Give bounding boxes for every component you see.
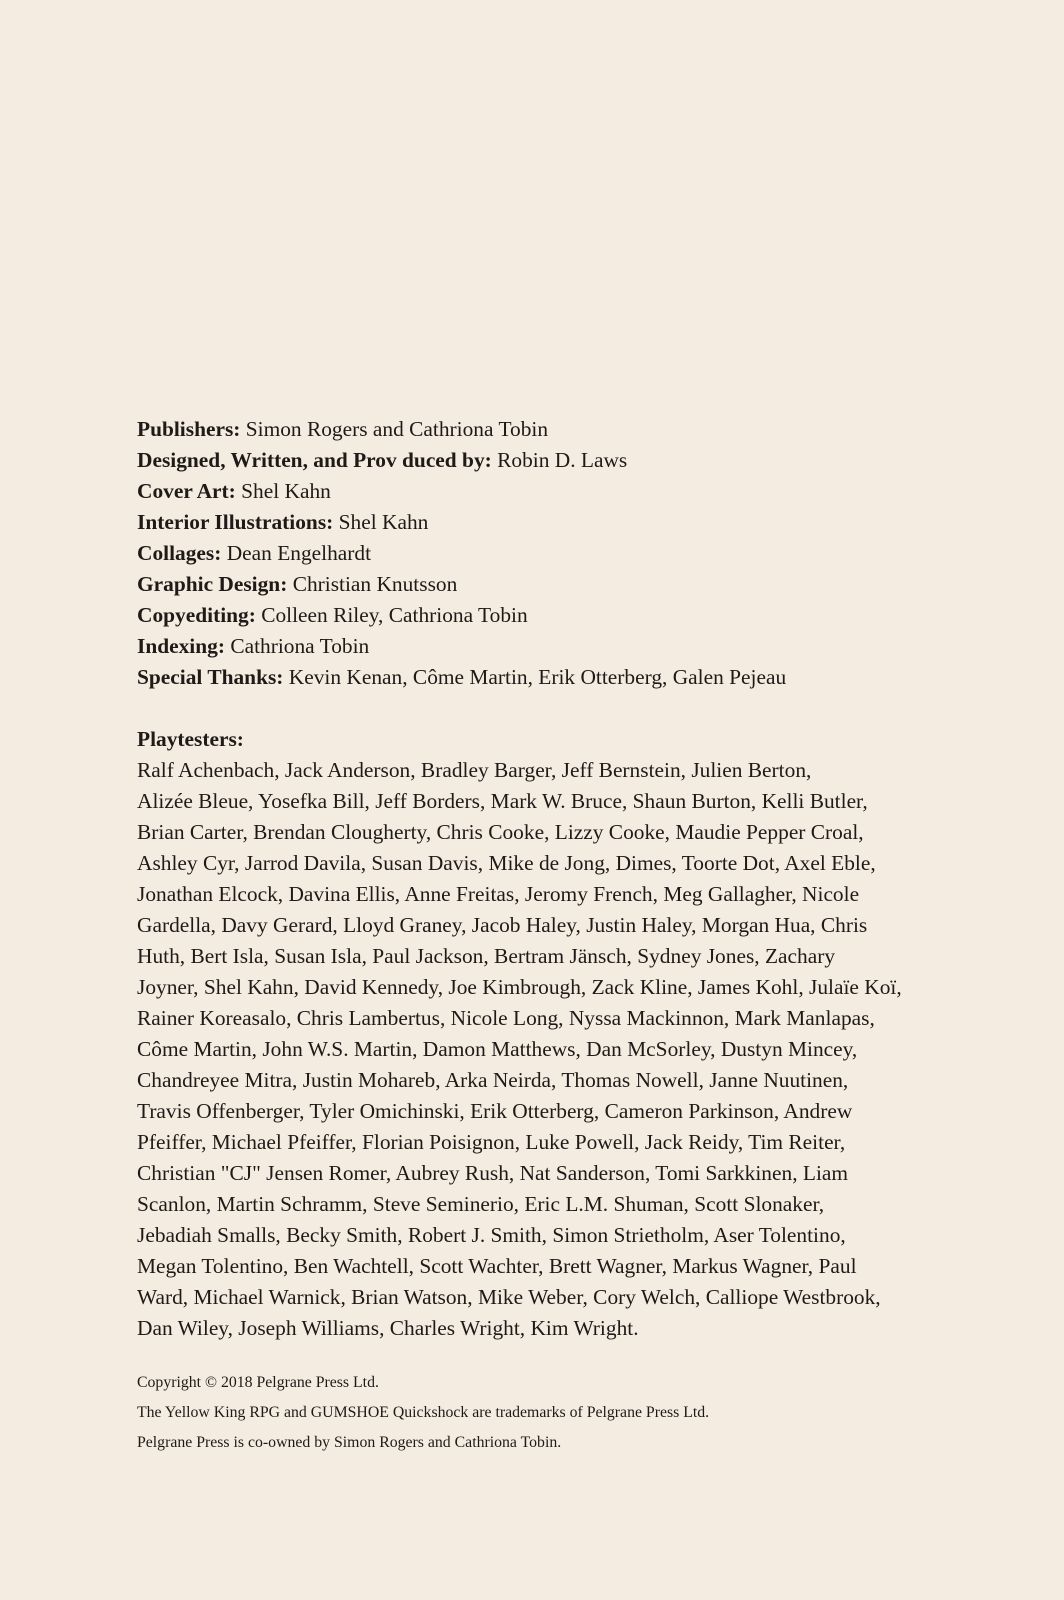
- credit-copyediting: [137, 600, 977, 631]
- credit-names: Christian Knutsson: [287, 572, 458, 596]
- copyright-line: Copyright © 2018 Pelgrane Press Ltd.: [137, 1374, 379, 1391]
- credit-names: Shel Kahn: [235, 479, 331, 503]
- credit-names: Shel Kahn: [333, 510, 429, 534]
- credit-graphic-design: [137, 569, 977, 600]
- credit-role: Indexing:: [137, 634, 225, 658]
- playtesters-line: Pfeiffer, Michael Pfeiffer, Florian Poisignon, Luke Powell, Jack Reidy, Tim Reiter,: [137, 1130, 846, 1154]
- playtesters-line: Megan Tolentino, Ben Wachtell, Scott Wachter, Brett Wagner, Markus Wagner, Paul: [137, 1254, 857, 1278]
- playtesters-line: Jonathan Elcock, Davina Ellis, Anne Freitas, Jeromy French, Meg Gallagher, Nicole: [137, 882, 860, 906]
- credit-role: Graphic Design:: [137, 572, 288, 596]
- credit-names: Kevin Kenan, Côme Martin, Erik Otterberg, Galen Pejeau: [283, 665, 787, 689]
- credits-list: [137, 414, 977, 693]
- playtesters-line: Chandreyee Mitra, Justin Mohareb, Arka Neirda, Thomas Nowell, Janne Nuutinen,: [137, 1068, 849, 1092]
- playtesters-line: Travis Offenberger, Tyler Omichinski, Erik Otterberg, Cameron Parkinson, Andrew: [137, 1099, 853, 1123]
- credit-role: Cover Art:: [137, 479, 236, 503]
- playtesters-line: Brian Carter, Brendan Clougherty, Chris Cooke, Lizzy Cooke, Maudie Pepper Croal,: [137, 820, 864, 844]
- playtesters-line: Huth, Bert Isla, Susan Isla, Paul Jackson, Bertram Jänsch, Sydney Jones, Zachary: [137, 944, 836, 968]
- credit-names: Colleen Riley, Cathriona Tobin: [255, 603, 528, 627]
- playtesters-line: Scanlon, Martin Schramm, Steve Seminerio, Eric L.M. Shuman, Scott Slonaker,: [137, 1192, 825, 1216]
- credit-role: Special Thanks:: [137, 665, 284, 689]
- credit-role: Interior Illustrations:: [137, 510, 334, 534]
- credit-publishers: [137, 414, 977, 445]
- playtesters-line: Alizée Bleue, Yosefka Bill, Jeff Borders, Mark W. Bruce, Shaun Burton, Kelli Butler,: [137, 789, 868, 813]
- credit-indexing: [137, 631, 977, 662]
- credit-cover-art: [137, 476, 977, 507]
- playtesters-line: Dan Wiley, Joseph Williams, Charles Wright, Kim Wright.: [137, 1316, 639, 1340]
- credit-role: Publishers:: [137, 417, 241, 441]
- credit-role: Designed, Written, and Prov duced by:: [137, 448, 492, 472]
- playtesters-line: Ashley Cyr, Jarrod Davila, Susan Davis, Mike de Jong, Dimes, Toorte Dot, Axel Eble,: [137, 851, 876, 875]
- credit-collages: [137, 538, 977, 569]
- trademark-line: The Yellow King RPG and GUMSHOE Quickshock are trademarks of Pelgrane Press Ltd.: [137, 1404, 710, 1421]
- credit-names: Cathriona Tobin: [224, 634, 370, 658]
- playtesters-heading: Playtesters:: [137, 727, 244, 751]
- playtesters-line: Ward, Michael Warnick, Brian Watson, Mike Weber, Cory Welch, Calliope Westbrook,: [137, 1285, 881, 1309]
- playtesters-line: Joyner, Shel Kahn, David Kennedy, Joe Kimbrough, Zack Kline, James Kohl, Julaïe Koï,: [137, 975, 902, 999]
- playtesters-line: Jebadiah Smalls, Becky Smith, Robert J. Smith, Simon Strietholm, Aser Tolentino,: [137, 1223, 846, 1247]
- credits-page: [137, 414, 977, 1458]
- playtesters-line: Ralf Achenbach, Jack Anderson, Bradley Barger, Jeff Bernstein, Julien Berton,: [137, 758, 812, 782]
- credit-special-thanks: [137, 662, 977, 693]
- credit-role: Collages:: [137, 541, 222, 565]
- credit-names: Robin D. Laws: [491, 448, 628, 472]
- credit-role: Copyediting:: [137, 603, 256, 627]
- credit-names: Dean Engelhardt: [221, 541, 372, 565]
- ownership-line: Pelgrane Press is co-owned by Simon Rogers and Cathriona Tobin.: [137, 1434, 562, 1451]
- playtesters-line: Gardella, Davy Gerard, Lloyd Graney, Jacob Haley, Justin Haley, Morgan Hua, Chris: [137, 913, 868, 937]
- credit-names: Simon Rogers and Cathriona Tobin: [240, 417, 549, 441]
- playtesters-line: Côme Martin, John W.S. Martin, Damon Matthews, Dan McSorley, Dustyn Mincey,: [137, 1037, 858, 1061]
- credit-interior-illustrations: [137, 507, 977, 538]
- playtesters-line: Christian "CJ" Jensen Romer, Aubrey Rush, Nat Sanderson, Tomi Sarkkinen, Liam: [137, 1161, 849, 1185]
- playtesters-section: [137, 724, 977, 1344]
- credit-designer: [137, 445, 977, 476]
- legal-notice: [137, 1368, 977, 1458]
- playtesters-line: Rainer Koreasalo, Chris Lambertus, Nicole Long, Nyssa Mackinnon, Mark Manlapas,: [137, 1006, 875, 1030]
